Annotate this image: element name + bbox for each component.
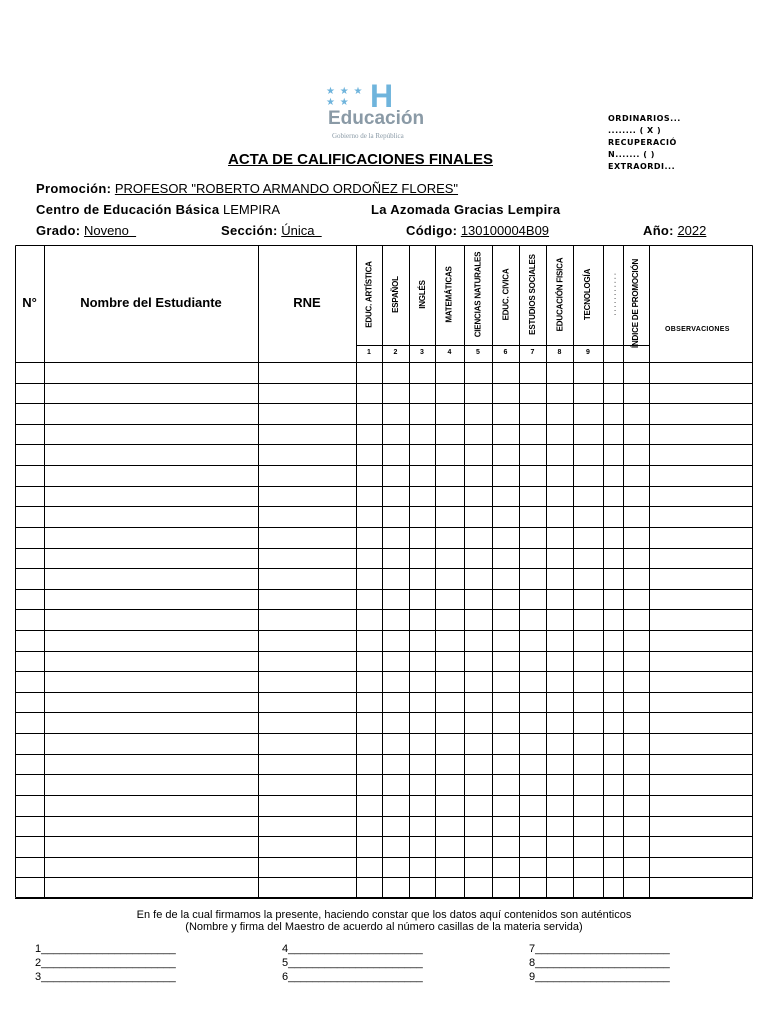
signature-line-4: 4______________________ <box>282 943 423 955</box>
header-promotion-index-text: ÍNDICE DE PROMOCIÓN <box>631 258 641 348</box>
subject-number: 4 <box>447 349 452 356</box>
header-observations: OBSERVACIONES <box>665 326 730 333</box>
subject-number: 9 <box>586 349 590 356</box>
subject-name: ESPAÑOL <box>391 276 400 313</box>
exam-type-line: ........ ( X ) <box>608 126 662 135</box>
subject-name: ESTUDIOS SOCIALES <box>528 254 537 335</box>
subject-name: EDUCACIÓN FISICA <box>555 257 565 332</box>
promocion-label: Promoción: <box>36 181 112 196</box>
signature-line-7: 7______________________ <box>529 943 670 955</box>
stars-icon: ★ ★ ★ ★ ★ <box>326 86 364 108</box>
exam-type-line: ORDINARIOS... <box>608 114 681 123</box>
grado-label: Grado: <box>36 223 81 238</box>
subject-header <box>573 247 603 342</box>
grades-table <box>15 245 753 898</box>
header-promotion-index <box>623 247 649 359</box>
seccion-row <box>221 223 322 238</box>
subject-number: 8 <box>557 349 562 356</box>
signature-line-8: 8______________________ <box>529 957 670 969</box>
centro-row <box>36 202 280 217</box>
codigo-value: 130100004B09 <box>460 223 550 238</box>
subject-name: CIENCIAS NATURALES <box>473 251 483 338</box>
education-logo <box>326 78 442 140</box>
header-rne: RNE <box>293 295 321 310</box>
subject-name: TECNOLOGÍA <box>583 268 593 321</box>
anio-row <box>643 223 706 238</box>
subject-number: 7 <box>530 349 535 356</box>
header-dotted <box>603 247 623 342</box>
subject-header <box>382 247 409 342</box>
subject-name: INGLÉS <box>417 280 427 309</box>
logo-word: Educación <box>328 108 425 129</box>
subject-header <box>492 247 519 342</box>
logo-subtitle: Gobierno de la República <box>332 132 404 140</box>
subject-number: 3 <box>420 349 424 356</box>
note-line-2: (Nombre y firma del Maestro de acuerdo al número casillas de la materia servida) <box>185 921 583 933</box>
page-title: ACTA DE CALIFICACIONES FINALES <box>228 151 493 168</box>
subject-number: 6 <box>503 349 508 356</box>
location-row <box>371 202 560 217</box>
header-dotted-text: . . . . . . . . . . . <box>608 273 618 316</box>
location-text: La Azomada Gracias Lempira <box>371 202 561 217</box>
anio-value: 2022 <box>677 223 707 238</box>
subject-header <box>356 247 382 342</box>
anio-label: Año: <box>643 223 674 238</box>
seccion-label: Sección: <box>221 223 278 238</box>
subject-name: EDUC. CIVICA <box>501 268 511 321</box>
signature-line-6: 6______________________ <box>282 971 423 983</box>
codigo-label: Código: <box>406 223 458 238</box>
seccion-value: Única <box>281 223 322 238</box>
exam-type-line: EXTRAORDI... <box>608 162 676 171</box>
subject-header <box>409 247 435 342</box>
promocion-value: PROFESOR "ROBERTO ARMANDO ORDOÑEZ FLORES" <box>114 181 459 196</box>
grado-value: Noveno <box>84 223 137 238</box>
certification-note <box>0 909 768 933</box>
promocion-row <box>36 181 458 196</box>
subject-number: 2 <box>393 349 398 356</box>
subject-name: EDUC. ARTÍSTICA <box>364 261 374 328</box>
header-number: N° <box>22 295 37 310</box>
subject-header <box>435 247 464 342</box>
signature-line-5: 5______________________ <box>282 957 423 969</box>
subject-header <box>546 247 573 342</box>
signature-line-2: 2______________________ <box>35 957 176 969</box>
subject-header <box>464 247 492 342</box>
note-line-1: En fe de la cual firmamos la presente, haciendo constar que los datos aquí contenidos son auténticos <box>136 909 632 921</box>
centro-label: Centro de Educación Básica <box>36 202 220 217</box>
subject-name: MATEMÁTICAS <box>445 266 454 323</box>
signature-line-3: 3______________________ <box>35 971 176 983</box>
signature-line-9: 9______________________ <box>529 971 670 983</box>
subject-header <box>519 247 546 342</box>
signature-line-1: 1______________________ <box>35 943 176 955</box>
header-student-name: Nombre del Estudiante <box>80 295 222 310</box>
grado-row <box>36 223 136 238</box>
exam-type-line: RECUPERACIÓ <box>608 138 677 147</box>
codigo-row <box>406 223 549 238</box>
centro-value: LEMPIRA <box>222 202 281 217</box>
subject-number: 1 <box>367 349 371 356</box>
logo-mark: H <box>370 78 394 114</box>
exam-type-box <box>608 113 708 171</box>
subject-number: 5 <box>476 349 480 356</box>
exam-type-line: N....... ( ) <box>608 150 655 159</box>
